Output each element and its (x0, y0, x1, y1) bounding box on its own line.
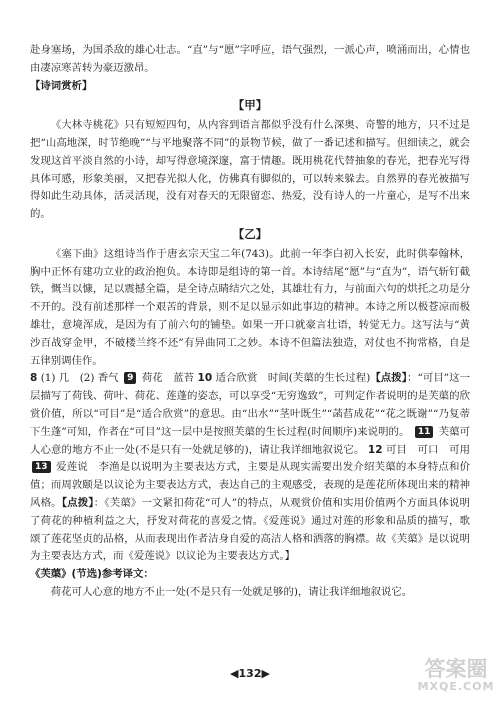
answer-text: 爱莲说 李渔是以说明为主要表达方式，主要是从现实需要出发介绍芙蕖的本身特点和价值；而周敦颐是以议论为主要表达方式，表达自己的主观感受，表现的是莲花所体现出来的精神风格。 (30, 461, 471, 509)
section-title: 【诗词赏析】 (30, 79, 93, 92)
question-number: 8 (30, 372, 38, 385)
question-number: 12 (367, 443, 383, 456)
question-number: 9 (124, 372, 136, 384)
page-number: ◀132▶ (230, 667, 270, 680)
answer-text: (1) 几 (2) 香气 (40, 372, 119, 385)
watermark-logo (416, 657, 496, 697)
translation-text: 荷花可人心意的地方不止一处(不是只有一处就足够的)，请让我详细地叙说它。 (50, 585, 413, 598)
page-content (30, 42, 470, 602)
watermark-bottom: MXQE.COM (417, 680, 495, 693)
watermark-top: 答案圈 (424, 657, 488, 681)
hint-label: 【点拨】 (370, 372, 407, 385)
subheading-jia: 【甲】 (232, 98, 268, 113)
paragraph-jia: 《大林寺桃花》只有短短四句，从内容到语言都似乎没有什么深奥、奇警的地方，只不过是把“山高地深，时节绝晚”“与平地聚落不同”的景物节候，做了一番记述和描写。但细读之，就会发现这首平淡自然的小诗，却写得意境深邃，富于情趣。既用桃花代替抽象的春光，把春光写得具体可感，形象美丽，又把春光拟人化，仿佛真有脚似的，可以转来躲去。自然界的春光被描写得如此生动具体，活灵活现，没有对春天的无限留恋、热爱，没有诗人的一片童心，是写不出来的。 (30, 119, 470, 221)
answer-text: 芙蕖可人心意的地方不止一处(不是只有一处就足够的)，请让我详细地叙说它。 (30, 425, 470, 456)
answer-text: 可目 可口 可用 (385, 443, 470, 456)
answer-text: 适合欣赏 时间(芙蕖的生长过程) (215, 372, 371, 385)
question-number: 10 (197, 372, 213, 385)
question-number: 11 (415, 426, 434, 438)
answers-block (30, 370, 470, 566)
hint-label: 【点拨】 (61, 496, 94, 509)
translation-title: 《芙蕖》(节选)参考译文： (30, 568, 154, 581)
paragraph-yi: 《塞下曲》这组诗当作于唐玄宗天宝二年(743)。此前一年李白初入长安，此时供奉翰林，胸中正怀有建功立业的政治抱负。本诗即是组诗的第一首。本诗结尾“愿”与“直为”，语气斩钉截铁，慨当以慷，足以震撼全篇，是全诗点睛结穴之处，其雄壮有力，与前面六句的烘托之功是分不开的。没有前述那样一个艰苦的背景，则不足以显示如此事边的精神。本诗之所以极苍凉而极雄壮，意境浑成，是因为有了前六句的铺垫。如果一开口就豪言壮语，转觉无力。这写法与“黄沙百战穿金甲，不破楼兰终不还”有异曲同工之妙。本诗不但篇法独造，对仗也不拘常格，自是五律别调佳作。 (30, 247, 470, 367)
paragraph-continued: 赴身塞场，为国杀敌的雄心壮志。“直”与“愿”字呼应，语气强烈，一派心声，喷涌而出，心情也由凄凉寒苦转为豪迈激昂。 (30, 44, 470, 74)
hint-text: ：《芙蕖》一文紧扣荷花“可人”的特点，从观赏价值和实用价值两个方面具体说明了荷花的种植利益之大，抒发对荷花的喜爱之情。《爱莲说》通过对莲的形象和品质的描写，歌颂了莲花坚贞的品格，从而表现出作者洁身自爱的高洁人格和洒落的胸襟。故《芙蕖》是以说明为主要表达方式，而《爱莲说》以议论为主要表达方式。】 (30, 496, 471, 563)
subheading-yi: 【乙】 (232, 226, 268, 241)
answer-text: 荷花 蓝苔 (141, 372, 195, 385)
question-number: 13 (32, 461, 51, 473)
hint-text: ：“可目”这一层描写了荷钱、荷叶、荷花、莲蓬的姿态，可以享受“无穷逸致”，可判定作者说明的是芙蕖的欣赏价值，所以“可目”是“适合欣赏”的意思。由“出水”“茎叶既生”“菡萏成花”“花之既谢”“乃复蒂下生蓬”可知，作者在“可目”这一层中是按照芙蕖的生长过程(时间顺序)来说明的。 (30, 372, 471, 438)
